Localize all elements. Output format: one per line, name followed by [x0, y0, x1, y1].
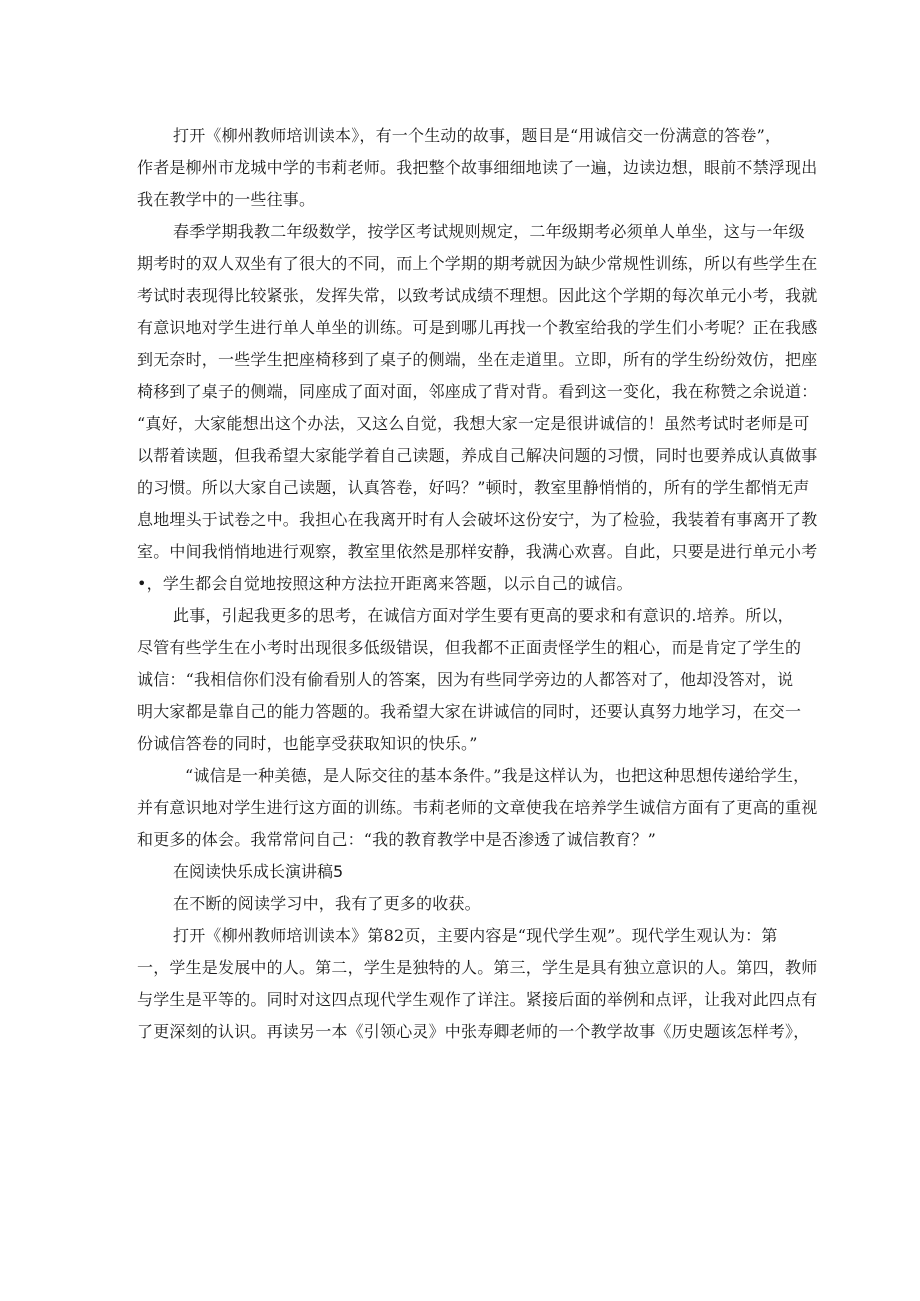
- text-line: “真好，大家能想出这个办法，又这么自觉，我想大家一定是很讲诚信的！虽然考试时老师是可: [137, 414, 810, 433]
- paragraph-5: [137, 888, 797, 920]
- text-line: 椅移到了桌子的侧端，同座成了面对面，邻座成了背对背。看到这一变化，我在称赞之余说道：: [137, 382, 818, 401]
- text-line: 作者是柳州市龙城中学的韦莉老师。我把整个故事细细地读了一遍，边读边想，眼前不禁浮现出: [137, 158, 818, 177]
- text-line: 和更多的体会。我常常问自己：“我的教育教学中是否渗透了诚信教育？”: [137, 830, 656, 849]
- text-line: 份诚信答卷的同时，也能享受获取知识的快乐。”: [137, 734, 478, 753]
- text-line: 尽管有些学生在小考时出现很多低级错误，但我都不正面责怪学生的粗心，而是肯定了学生的: [137, 638, 802, 657]
- text-line: 以帮着读题，但我希望大家能学着自己读题，养成自己解决问题的习惯，同时也要养成认真做事: [137, 446, 818, 465]
- text-line: 此事，引起我更多的思考，在诚信方面对学生要有更高的要求和有意识的.培养。所以，: [173, 606, 794, 625]
- text-line: 明大家都是靠自己的能力答题的。我希望大家在讲诚信的同时，还要认真努力地学习，在交一: [137, 702, 802, 721]
- text-line: 有意识地对学生进行单人单坐的训练。可是到哪儿再找一个教室给我的学生们小考呢？正在我感: [137, 318, 818, 337]
- document-page: [137, 120, 818, 1048]
- text-line: 我在教学中的一些往事。: [137, 190, 316, 209]
- paragraph-2: [137, 216, 818, 600]
- text-line: 息地埋头于试卷之中。我担心在我离开时有人会破坏这份安宁，为了检验，我装着有事离开了教: [137, 510, 818, 529]
- text-line: 并有意识地对学生进行这方面的训练。韦莉老师的文章使我在培养学生诚信方面有了更高的重视: [137, 798, 818, 817]
- section-heading: 在阅读快乐成长演讲稿5: [173, 862, 344, 881]
- paragraph-3: [137, 600, 802, 760]
- text-line: 的习惯。所以大家自己读题，认真答卷，好吗？”顿时，教室里静悄悄的，所有的学生都悄无声: [137, 478, 810, 497]
- text-line: 一，学生是发展中的人。第二，学生是独特的人。第三，学生是具有独立意识的人。第四，教师: [137, 958, 818, 977]
- text-line: 与学生是平等的。同时对这四点现代学生观作了详注。紧接后面的举例和点评，让我对此四点有: [137, 990, 818, 1009]
- text-line: 诚信：“我相信你们没有偷看别人的答案，因为有些同学旁边的人都答对了，他却没答对，说: [137, 670, 794, 689]
- text-line: “诚信是一种美德，是人际交往的基本条件。”我是这样认为，也把这种思想传递给学生，: [185, 766, 810, 785]
- text-line: •，学生都会自觉地按照这种方法拉开距离来答题，以示自己的诚信。: [137, 574, 633, 593]
- text-line: 在不断的阅读学习中，我有了更多的收获。: [173, 894, 481, 913]
- text-line: 期考时的双人双坐有了很大的不同，而上个学期的期考就因为缺少常规性训练，所以有些学生在: [137, 254, 818, 273]
- text-line: 室。中间我悄悄地进行观察，教室里依然是那样安静，我满心欢喜。自此，只要是进行单元小考: [137, 542, 818, 561]
- text-line: 了更深刻的认识。再读另一本《引领心灵》中张寿卿老师的一个教学故事《历史题该怎样考》，: [137, 1022, 810, 1041]
- text-line: 考试时表现得比较紧张，发挥失常，以致考试成绩不理想。因此这个学期的每次单元小考，我就: [137, 286, 818, 305]
- paragraph-1: [137, 120, 818, 216]
- text-line: 春季学期我教二年级数学，按学区考试规则规定，二年级期考必须单人单坐，这与一年级: [173, 222, 805, 241]
- text-line: 到无奈时，一些学生把座椅移到了桌子的侧端，坐在走道里。立即，所有的学生纷纷效仿，把座: [137, 350, 818, 369]
- paragraph-4: [137, 760, 818, 856]
- text-line: 打开《柳州教师培训读本》，有一个生动的故事，题目是“用诚信交一份满意的答卷”，: [173, 126, 782, 145]
- text-line: 打开《柳州教师培训读本》第82页，主要内容是“现代学生观”。现代学生观认为：第: [173, 926, 778, 945]
- paragraph-6: [137, 920, 818, 1048]
